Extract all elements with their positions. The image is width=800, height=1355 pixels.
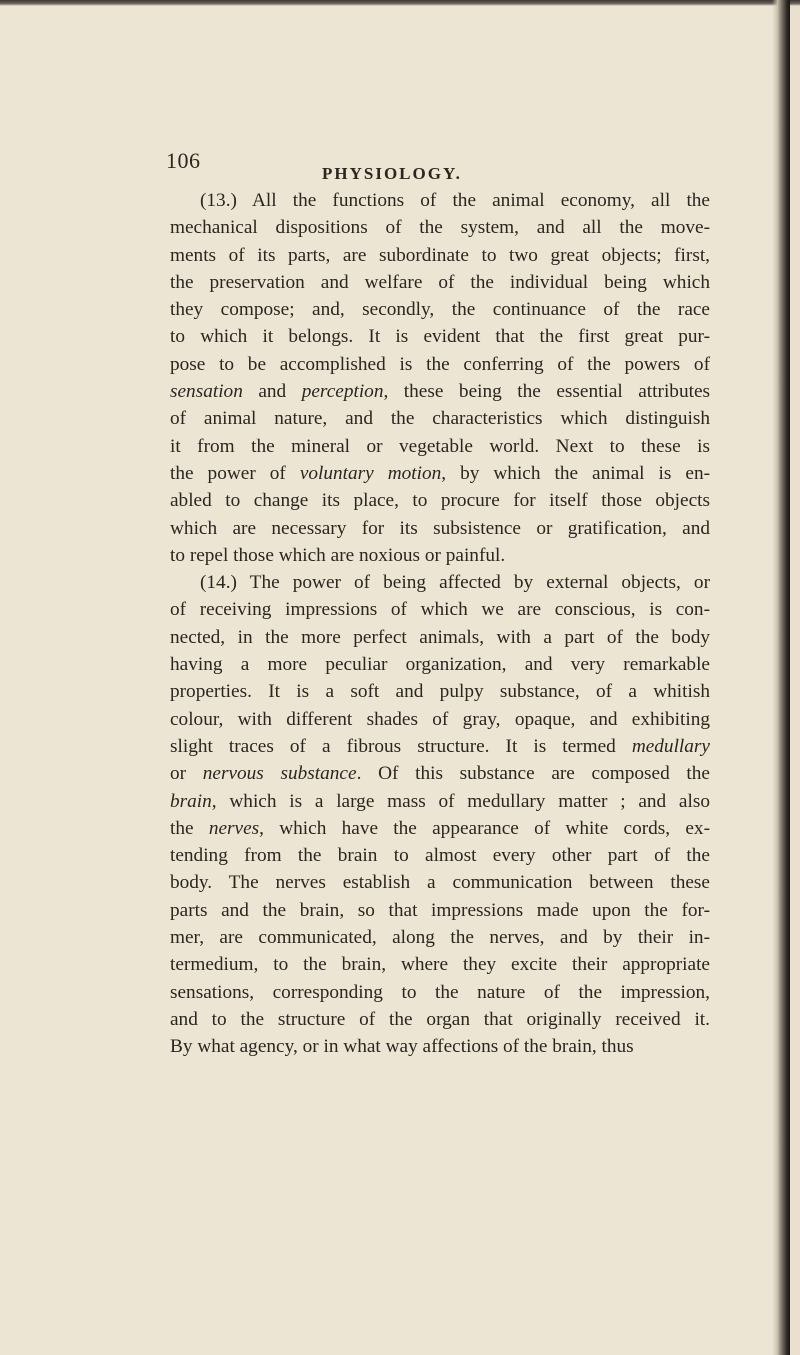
text-line (170, 951, 710, 978)
text-line (170, 323, 710, 350)
text-run: By what agency, or in what way affections of the brain, thus (170, 1036, 634, 1058)
italic-term: medullary (631, 735, 710, 757)
text-run: tending from the brain to almost every other part of the (170, 845, 710, 867)
text-run: the preservation and welfare of the individual being which (170, 271, 710, 293)
text-line (170, 733, 710, 760)
text-run: the (170, 817, 209, 839)
text-line (170, 242, 710, 269)
text-line (170, 842, 710, 869)
text-run: (14.) The power of being affected by external objects, or (200, 572, 710, 594)
text-line (170, 924, 710, 951)
text-run: to which it belongs. It is evident that the first great pur- (170, 326, 710, 348)
text-run: mer, are communicated, along the nerves, and by their in- (170, 927, 710, 949)
text-line (170, 515, 710, 542)
text-line (170, 869, 710, 896)
text-run: they compose; and, secondly, the continuance of the race (170, 299, 710, 321)
text-line (170, 433, 710, 460)
text-run: nected, in the more perfect animals, with a part of the body (170, 626, 710, 648)
text-line (170, 214, 710, 241)
text-line (170, 760, 710, 787)
text-run: to repel those which are noxious or painful. (170, 544, 506, 566)
text-run: mechanical dispositions of the system, and all the move- (170, 217, 710, 239)
text-run: , these being the essential attributes (383, 381, 711, 403)
text-run: having a more peculiar organization, and very remarkable (170, 654, 710, 676)
text-run: and to the structure of the organ that originally received it. (170, 1008, 710, 1030)
text-run: colour, with different shades of gray, opaque, and exhibiting (170, 708, 710, 730)
text-line (170, 351, 710, 378)
text-run: ments of its parts, are subordinate to two great objects; first, (170, 244, 710, 266)
text-line (170, 788, 710, 815)
running-head: PHYSIOLOGY. (322, 164, 462, 183)
text-run: slight traces of a fibrous structure. It is termed (170, 735, 632, 757)
text-run: , by which the animal is en- (441, 462, 711, 484)
text-line (170, 596, 710, 623)
text-run: sensations, corresponding to the nature of the impression, (170, 981, 710, 1003)
text-run: or (170, 763, 203, 785)
text-run: . Of this substance are composed the (356, 763, 710, 785)
italic-term: nervous substance (202, 763, 357, 785)
text-run: body. The nerves establish a communication between these (170, 872, 710, 894)
text-line (170, 815, 710, 842)
text-line (170, 979, 710, 1006)
text-line (170, 296, 710, 323)
text-line (170, 706, 710, 733)
text-run: of animal nature, and the characteristics which distinguish (170, 408, 710, 430)
text-run: (13.) All the functions of the animal economy, all the (200, 190, 710, 211)
text-line (170, 487, 710, 514)
text-run: it from the mineral or vegetable world. Next to these is (170, 435, 710, 457)
text-run: , which have the appearance of white cords, ex- (259, 817, 710, 839)
text-run: and (242, 381, 302, 403)
text-run: pose to be accomplished is the conferring of the powers of (170, 353, 710, 375)
text-line (170, 1033, 710, 1060)
text-run: the power of (170, 462, 300, 484)
text-line (170, 678, 710, 705)
italic-term: perception (301, 381, 384, 403)
text-line (170, 187, 710, 214)
text-run: , which is a large mass of medullary matter ; and also (211, 790, 710, 812)
page-number: 106 (166, 148, 201, 173)
text-line (170, 542, 710, 569)
text-line (170, 624, 710, 651)
page-binding-edge (778, 0, 790, 1355)
paragraph-14 (170, 569, 710, 1060)
text-run: abled to change its place, to procure for itself those objects (170, 490, 710, 512)
text-line (170, 651, 710, 678)
italic-term: sensation (170, 381, 243, 403)
page-top-shadow (0, 0, 800, 6)
text-run: of receiving impressions of which we are conscious, is con- (170, 599, 710, 621)
italic-term: voluntary motion (299, 462, 442, 484)
text-line (170, 378, 710, 405)
text-line (170, 897, 710, 924)
text-line (170, 269, 710, 296)
text-run: which are necessary for its subsistence or gratification, and (170, 517, 710, 539)
text-run: parts and the brain, so that impressions made upon the for- (170, 899, 710, 921)
text-run: termedium, to the brain, where they excite their appropriate (170, 954, 710, 976)
italic-term: nerves (208, 817, 260, 839)
body-text (170, 187, 710, 1061)
text-line (170, 405, 710, 432)
text-line (170, 569, 710, 596)
text-run: properties. It is a soft and pulpy substance, of a whitish (170, 681, 710, 703)
italic-term: brain (170, 790, 212, 812)
text-line (170, 460, 710, 487)
text-line (170, 1006, 710, 1033)
paragraph-13 (170, 187, 710, 569)
